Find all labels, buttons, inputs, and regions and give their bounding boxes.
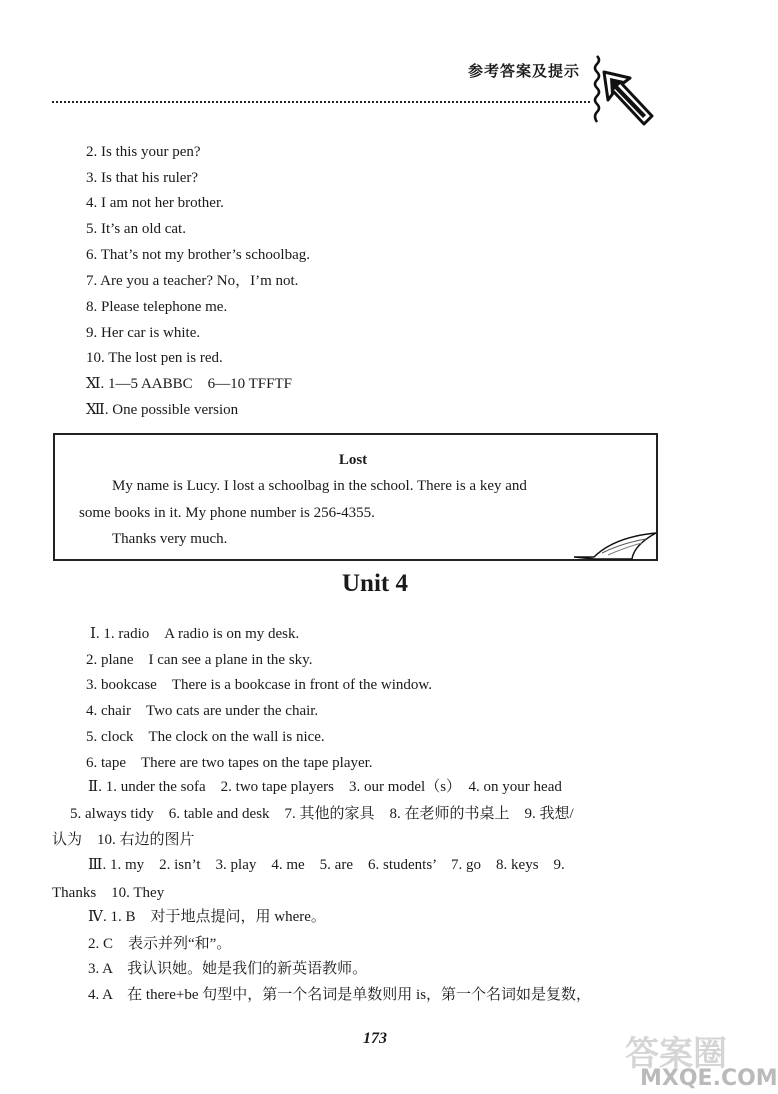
answer-line: Ⅳ. 1. B 对于地点提问，用 where。 — [88, 909, 326, 925]
lost-notice-title: Lost — [338, 452, 368, 468]
page-number: 173 — [363, 1030, 387, 1047]
answer-line: Ⅰ. 1. radio A radio is on my desk. — [90, 626, 300, 642]
lost-notice-line: My name is Lucy. I lost a schoolbag in the school. There is a key and — [112, 478, 527, 494]
answer-line: 3. bookcase There is a bookcase in front of the window. — [86, 677, 433, 693]
answer-line: 2. plane I can see a plane in the sky. — [86, 652, 313, 668]
watermark-logo: 答案圈 — [625, 1034, 727, 1074]
answer-line: 5. It’s an old cat. — [86, 221, 186, 237]
answer-line: Thanks 10. They — [52, 885, 165, 901]
answer-line: 2. C 表示并列“和”。 — [88, 936, 232, 952]
answer-line: 5. always tidy 6. table and desk 7. 其他的家具 8. 在老师的书桌上 9. 我想/ — [70, 806, 574, 822]
arrow-icon — [600, 68, 656, 126]
page-curl-icon — [574, 531, 658, 561]
lost-notice-line: Thanks very much. — [112, 531, 228, 547]
answer-line: 6. tape There are two tapes on the tape player. — [86, 755, 373, 771]
answer-line: 9. Her car is white. — [86, 325, 201, 341]
answer-line: 8. Please telephone me. — [86, 299, 228, 315]
header-dotted-rule — [52, 101, 590, 103]
answer-line: Ⅻ. One possible version — [86, 402, 239, 418]
answer-line: Ⅱ. 1. under the sofa 2. two tape players 3. our model（s） 4. on your head — [88, 779, 562, 795]
answer-line: 7. Are you a teacher? No，I’m not. — [86, 273, 299, 289]
answer-line: Ⅺ. 1—5 AABBC 6—10 TFFTF — [86, 376, 292, 392]
unit-title: Unit 4 — [342, 570, 408, 597]
answer-line: Ⅲ. 1. my 2. isn’t 3. play 4. me 5. are 6. students’ 7. go 8. keys 9. — [88, 857, 565, 873]
answer-line: 4. I am not her brother. — [86, 195, 224, 211]
answer-line: 5. clock The clock on the wall is nice. — [86, 729, 325, 745]
watermark-site: MXQE.COM — [640, 1066, 778, 1091]
answer-line: 3. A 我认识她。她是我们的新英语教师。 — [88, 961, 368, 977]
answer-line: 10. The lost pen is red. — [86, 350, 223, 366]
answer-line: 4. A 在 there+be 句型中，第一个名词是单数则用 is，第一个名词如是复数， — [88, 987, 592, 1003]
answer-line: 4. chair Two cats are under the chair. — [86, 703, 319, 719]
answer-line: 3. Is that his ruler? — [86, 170, 199, 186]
answer-line: 认为 10. 右边的图片 — [52, 832, 195, 848]
answer-line: 6. That’s not my brother’s schoolbag. — [86, 247, 311, 263]
lost-notice-line: some books in it. My phone number is 256-4355. — [79, 505, 375, 521]
header-title: 参考答案及提示 — [468, 62, 581, 80]
answer-line: 2. Is this your pen? — [86, 144, 201, 160]
